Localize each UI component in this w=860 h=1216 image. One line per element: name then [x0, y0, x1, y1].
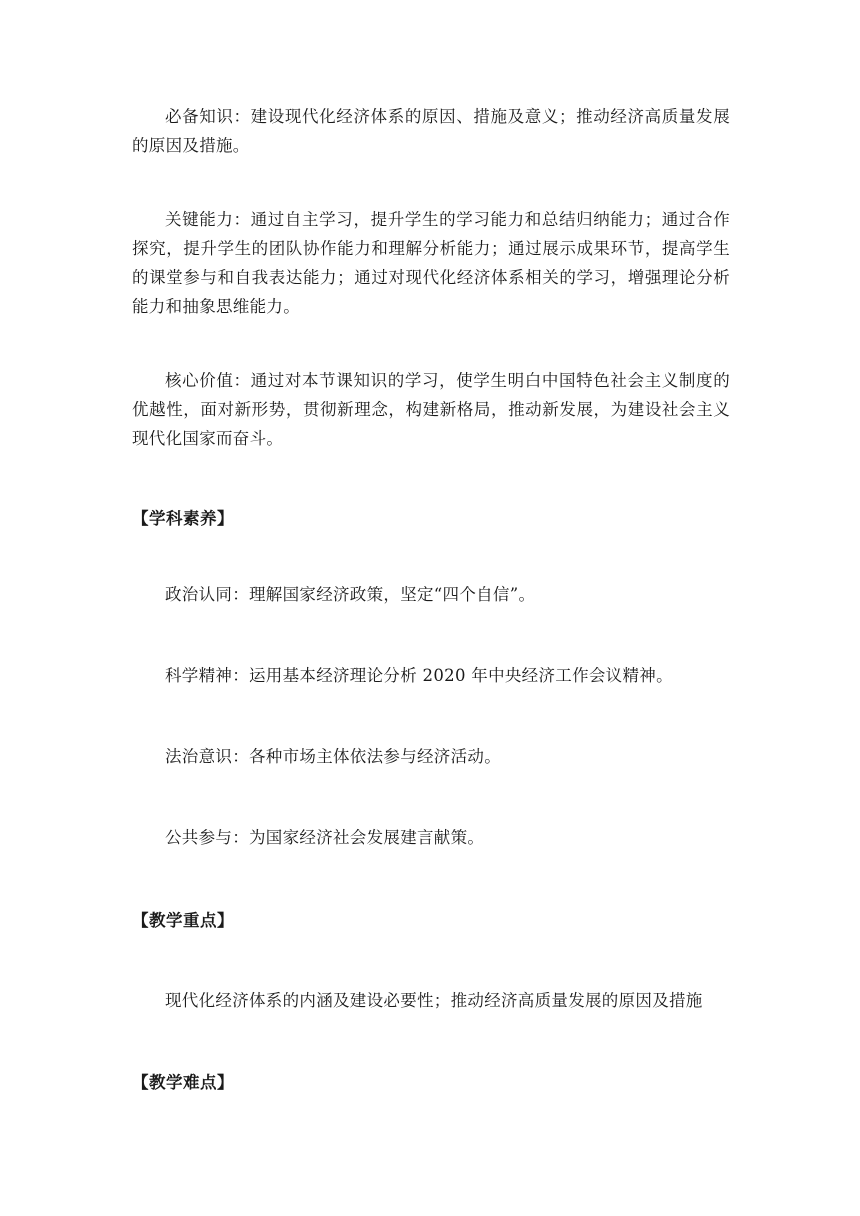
- knowledge-objective: 必备知识：建设现代化经济体系的原因、措施及意义；推动经济高质量发展的原因及措施。: [132, 107, 730, 155]
- key-points-content: 现代化经济体系的内涵及建设必要性；推动经济高质量发展的原因及措施: [165, 991, 703, 1010]
- value-objective: 核心价值：通过对本节课知识的学习，使学生明白中国特色社会主义制度的优越性，面对新形势，贯彻新理念，构建新格局，推动新发展，为建设社会主义现代化国家而奋斗。: [132, 371, 730, 448]
- literacy-public: 公共参与：为国家经济社会发展建言献策。: [165, 828, 485, 847]
- literacy-law: 法治意识：各种市场主体依法参与经济活动。: [165, 747, 501, 766]
- literacy-political: 政治认同：理解国家经济政策，坚定“四个自信”。: [165, 585, 536, 604]
- difficulties-heading: 【教学难点】: [132, 1073, 234, 1092]
- literacy-science: 科学精神：运用基本经济理论分析 2020 年中央经济工作会议精神。: [165, 666, 673, 685]
- ability-objective: 关键能力：通过自主学习，提升学生的学习能力和总结归纳能力；通过合作探究，提升学生的团队协作能力和理解分析能力；通过展示成果环节，提高学生的课堂参与和自我表达能力；通过对现代化经济体系相关的学习，增强理论分析能力和抽象思维能力。: [132, 210, 730, 316]
- literacy-heading: 【学科素养】: [132, 509, 234, 528]
- key-points-heading: 【教学重点】: [132, 911, 234, 930]
